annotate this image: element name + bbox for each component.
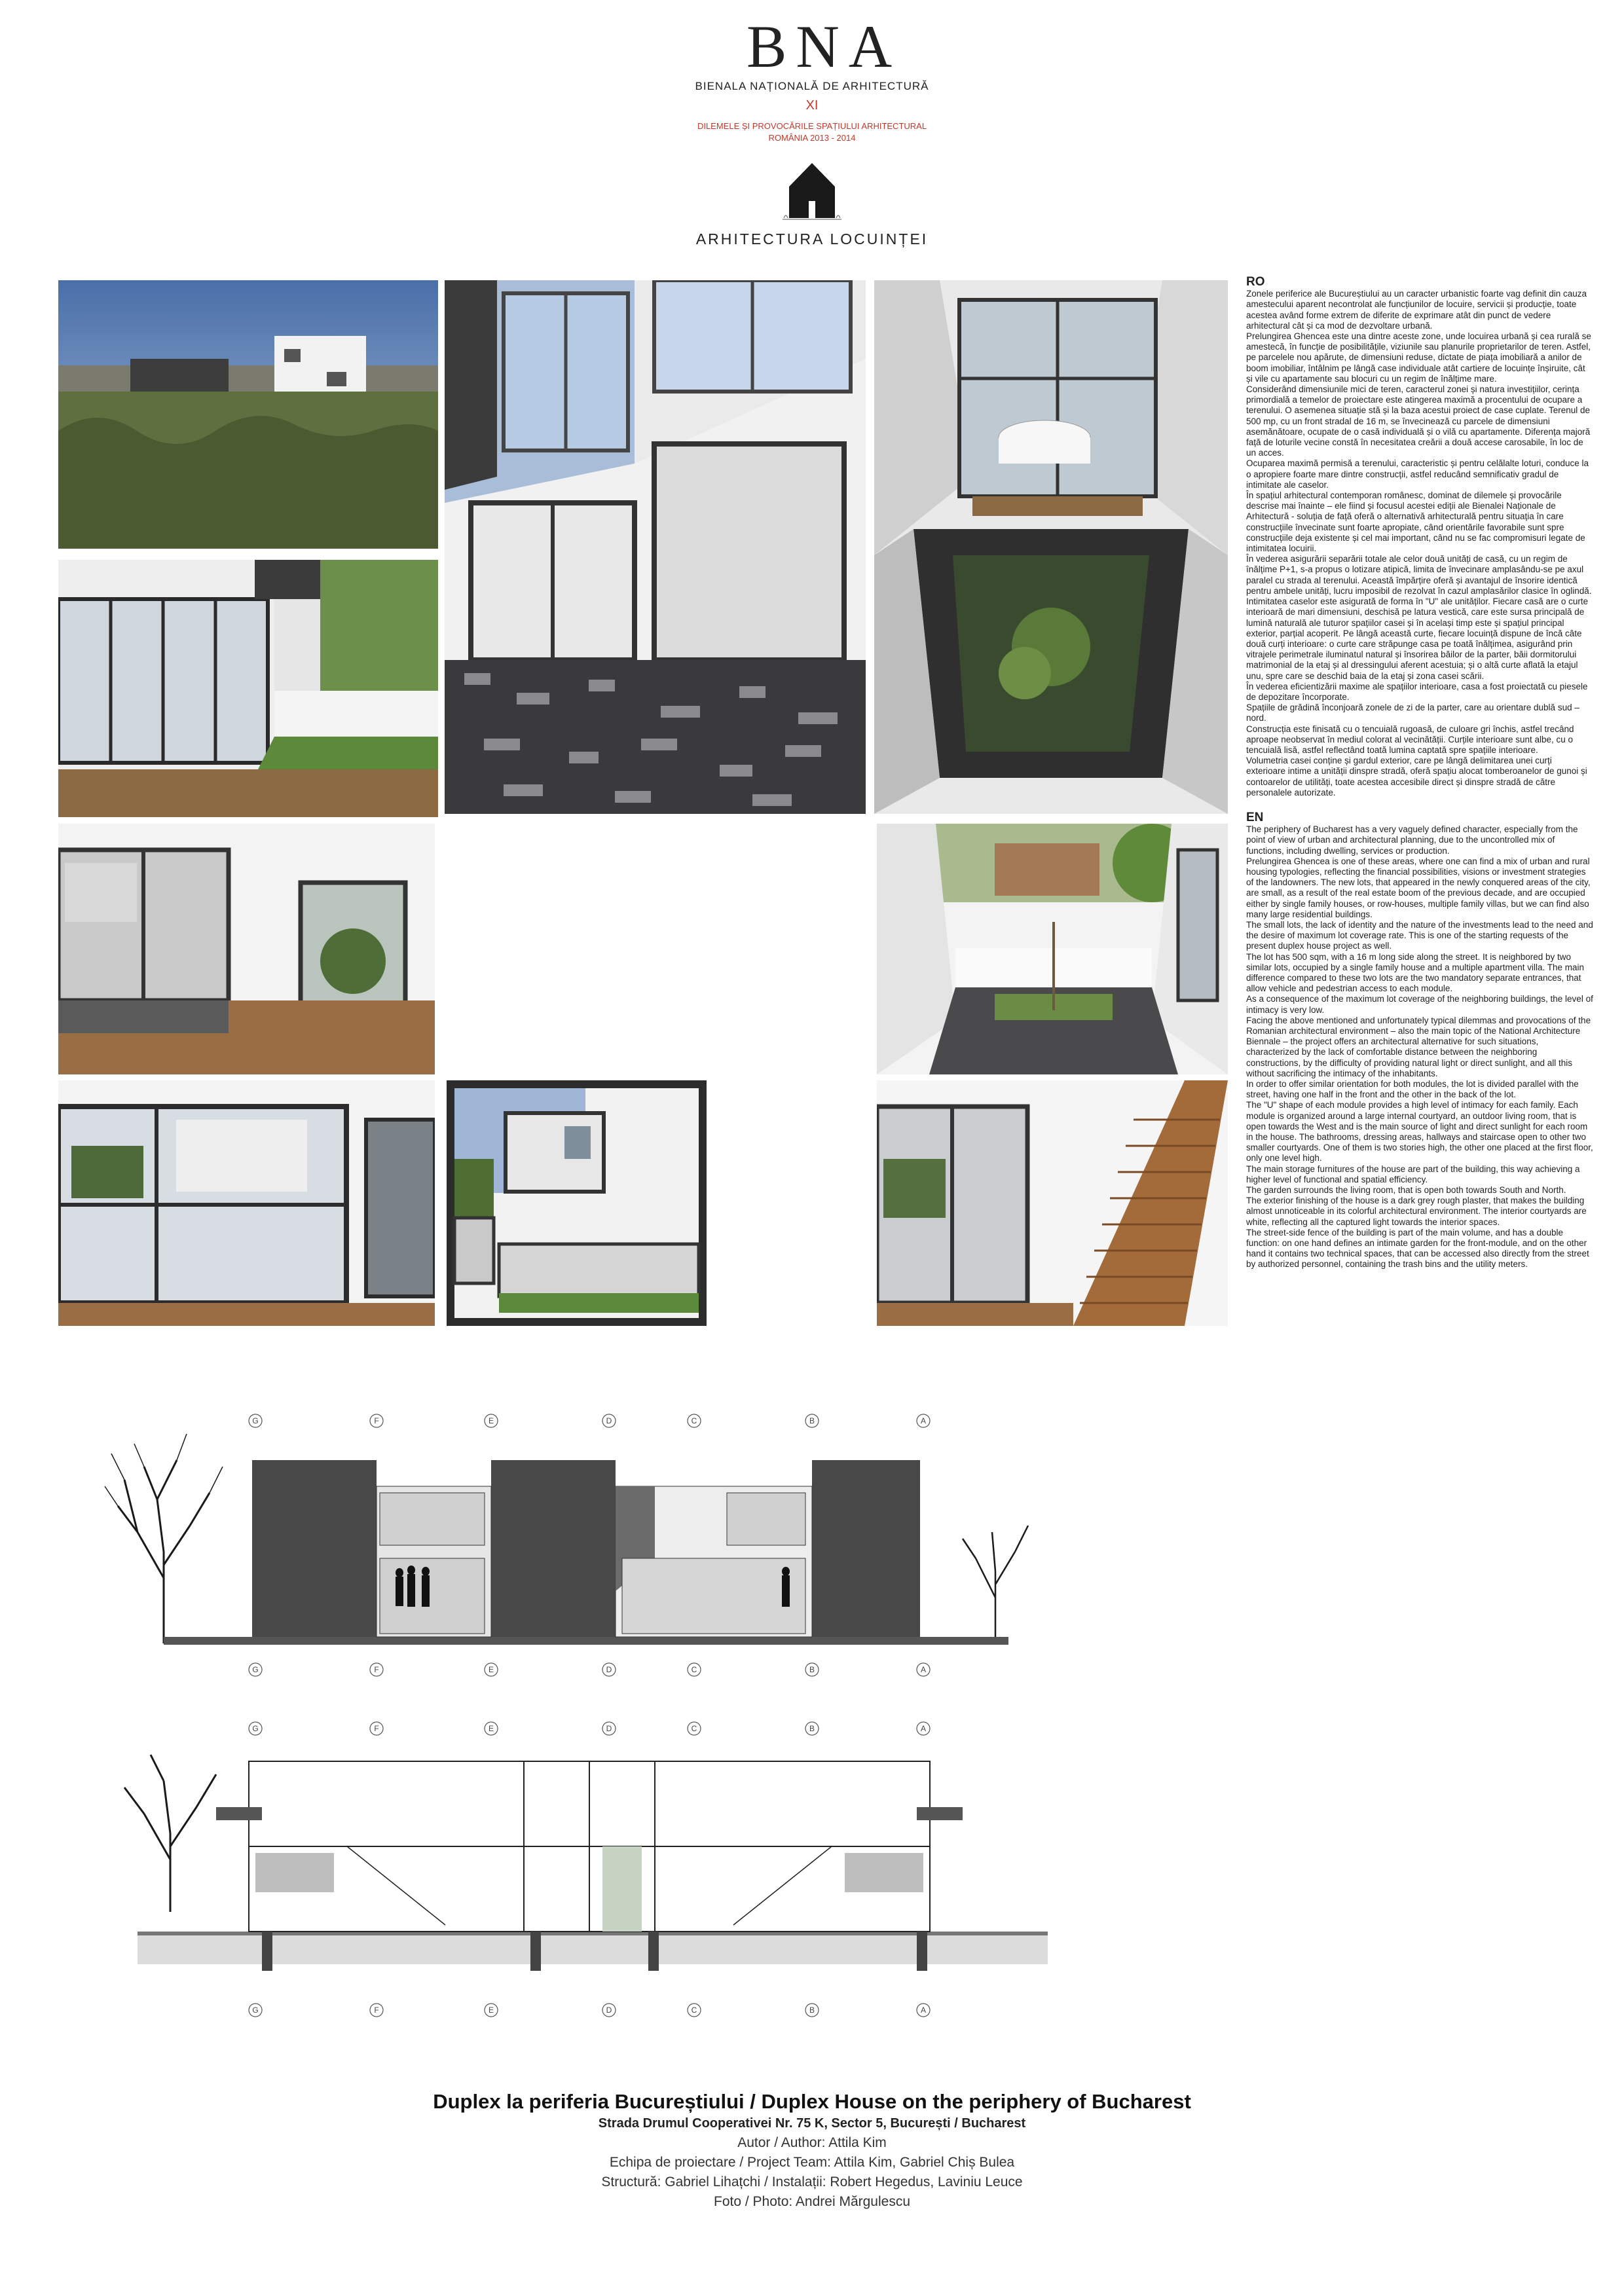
axis-label: G — [252, 1665, 259, 1674]
en-paragraph: Facing the above mentioned and unfortunately typical dilemmas and provocations of the Romanian architectural environment – also the main topic of the National Architecture Biennale – the project offers an architectural alternative for such situations, characterized by the lack of comfortable distance between the neighboring constructions, by the difficulty of providing natural light or direct sunlight, and all this without sacrificing the intimacy of the inhabitants. — [1246, 1015, 1591, 1078]
en-paragraph: Prelungirea Ghencea is one of these areas, where one can find a mix of urban and rural housing typologies, reflecting the financial possibilities, visions or investment strategies of the landowners. The new lots, that appeared in the newly conquered areas of the city, are small, as a result of the real estate boom of the previous decade, and are occupied either by single family houses, or row-houses, multiple family villas, but we can find also many large residential buildings. — [1246, 856, 1591, 919]
axis-label: G — [252, 1724, 259, 1733]
team-line: Echipa de proiectare / Project Team: Attila Kim, Gabriel Chiș Bulea — [609, 2155, 1015, 2170]
axis-label: D — [606, 2006, 612, 2015]
axis-label: D — [606, 1724, 612, 1733]
ro-paragraph: În vederea eficientizării maxime ale spațiilor interioare, casa a fost proiectată cu piesele de depozitare încorporate. — [1246, 681, 1588, 702]
en-paragraph: The small lots, the lack of identity and the nature of the investments lead to the need and the desire of maximum lot coverage rate. This is one of the starting requests of the present duplex house project as well. — [1246, 919, 1593, 951]
section-axis-labels-bottom — [249, 2004, 930, 2017]
axis-label: C — [691, 2006, 697, 2015]
tree-left — [105, 1434, 223, 1643]
axis-label: G — [252, 2006, 259, 2015]
ro-paragraph: Volumetria casei conține și gardul exterior, care pe lângă delimitarea unei curți exterioare intime a unității dinspre stradă, oferă spațiu alocat tomberoanelor de gunoi și contoarelor de utilități, toate acestea accesibile direct și dinspre stradă de către personalele autorizate. — [1246, 756, 1587, 797]
theme-text — [648, 120, 976, 144]
author-line: Autor / Author: Attila Kim — [737, 2135, 887, 2150]
ro-paragraph: Considerând dimensiunile mici de teren, caracterul zonei și natura investițiilor, cerința primordială a temelor de proiectare este atingerea maximă a procentului de ocupare a terenului. O asemenea situație stă și la baza acestui proiect de case cuplate. Terenul de 500 mp, cu un front stradal de 16 m, se învecinează cu parcele de dimensiuni asemănătoare, ocupate de o casă individuală și o vilă cu apartamente. Diferența majoră față de loturile vecine constă în necesitatea creării a două accese carosabile, în loc de un acces. — [1246, 384, 1591, 458]
ro-paragraph: În vederea asigurării separării totale ale celor două unități de casă, cu un regim de înălțime P+1, s-a propus o lotizare atipică, limita de învecinare amplasându-se pe axul paralel cu strada al terenului. Această împărțire oferă și avantajul de însorire identică pentru ambele unități, lucru imposibil de rezolvat în cazul amplasărilor clasice în oglindă. — [1246, 554, 1592, 596]
en-paragraph: The street-side fence of the building is part of the main volume, and has a double function: on one hand defines an intimate garden for the front-module, and on the other hand it contains two technical spaces, that can be accessed also directly from the street by authorized personnel, containing the trash bins and the utility meters. — [1246, 1227, 1589, 1270]
axis-label: F — [374, 1416, 379, 1425]
ro-paragraph: Spațiile de grădină înconjoară zonele de zi de la parter, care au orientare dublă sud – nord. — [1246, 703, 1579, 724]
axis-label: F — [374, 1665, 379, 1674]
photo-stair — [877, 1080, 1228, 1326]
axis-label: B — [809, 2006, 815, 2015]
axis-label: F — [374, 1724, 379, 1733]
en-section — [1246, 810, 1593, 1270]
axis-label: B — [809, 1724, 815, 1733]
edition-numeral: XI — [805, 98, 819, 113]
en-paragraph: The garden surrounds the living room, that is open both towards South and North. — [1246, 1185, 1566, 1196]
en-paragraph: The exterior finishing of the house is a dark grey rough plaster, that makes the building almost unnoticeable in its colorful architectural environment. The interior courtyards are white, reflecting all the captured light towards the interior spaces. — [1246, 1196, 1587, 1227]
axis-label: D — [606, 1416, 612, 1425]
en-heading: EN — [1246, 810, 1264, 824]
theme-line-2: ROMÂNIA 2013 - 2014 — [768, 133, 856, 143]
tree-right — [963, 1526, 1028, 1643]
axis-label: D — [606, 1665, 612, 1674]
structure-line: Structură: Gabriel Lihațchi / Instalații: Robert Hegedus, Laviniu Leuce — [601, 2174, 1023, 2190]
ro-paragraph: Intimitatea caselor este asigurată de forma în "U" ale unităților. Fiecare casă are o curte interioară de mari dimensiuni, deschisă pe latura vestică, care este sursa principală de lumină naturală ale tuturor spațiilor casei și în același timp este și spațiul principal exterior, parțial acoperit. Pe lângă această curte, fiecare locuință dispune de încă câte două curți interioare: o curte care străpunge casa pe toată înălțimea, asigurând prin vitrajele perimetrale iluminatul natural și însorirea băilor de la parter, băii dormitorului matrimonial de la etaj și al dressingului aferent acestuia; și o altă curte aflată la etajul unu, spre care se deschid baia de la etaj și zona casei scării. — [1246, 596, 1589, 681]
theme-line-1: DILEMELE ȘI PROVOCĂRILE SPAȚIULUI ARHITECTURAL — [697, 121, 927, 131]
ro-paragraph: Zonele periferice ale Bucureștiului au un caracter urbanistic foarte vag definit din cauza amestecului aparent necontrolat ale funcțiunilor de locuire, servicii și producție, toate acestea având forme extrem de diferite de exprimare atât din punct de vedere arhitectural cât și ca mod de dezvoltare urbană. — [1246, 289, 1587, 331]
description-column — [1246, 277, 1593, 1270]
elevation-drawing — [98, 1408, 1080, 1683]
bna-logo: BNA — [747, 13, 902, 80]
en-paragraph: The "U" shape of each module provides a high level of intimacy for each family. Each module is organized around a large internal courtyard, an outdoor living room, that is open towards the West and is the main source of light and direct sunlight for each room in the house. The bathrooms, dressing areas, hallways and staircase open to other two smaller courtyards. One of them is two stories high, the other one placed at the first floor, only one level high. — [1246, 1100, 1593, 1163]
photo-room-window — [58, 1080, 435, 1326]
axis-label: C — [691, 1724, 697, 1733]
en-text — [1246, 824, 1593, 1270]
bienala-title: BIENALA NAȚIONALĂ DE ARHITECTURĂ — [695, 80, 929, 92]
photo-living-garden — [58, 560, 438, 817]
en-paragraph: The lot has 500 sqm, with a 16 m long side along the street. It is neighbored by two similar lots, occupied by a single family house and a multiple apartment villa. The main difference compared to these two lots are the two mandatory separate entrances, that allow vehicle and pedestrian access to each module. — [1246, 951, 1584, 994]
tree-left-section — [124, 1755, 216, 1912]
axis-labels-top — [249, 1414, 930, 1427]
photo-site-field — [58, 280, 438, 549]
photo-interior-corner — [58, 824, 435, 1074]
axis-label: B — [809, 1665, 815, 1674]
house-icon — [783, 160, 841, 223]
axis-label: C — [691, 1665, 697, 1674]
axis-labels-bottom — [249, 1663, 930, 1676]
project-address: Strada Drumul Cooperativei Nr. 75 K, Sector 5, București / Bucharest — [598, 2116, 1026, 2131]
axis-label: E — [488, 2006, 494, 2015]
axis-label: A — [920, 2006, 927, 2015]
en-paragraph: The main storage furnitures of the house are part of the building, this way achieving a higher level of functional and spatial efficiency. — [1246, 1163, 1580, 1184]
axis-label: F — [374, 2006, 379, 2015]
ro-text — [1246, 289, 1593, 798]
axis-label: C — [691, 1416, 697, 1425]
axis-label: A — [920, 1724, 927, 1733]
ro-paragraph: Construcția este finisată cu o tencuială rugoasă, de culoare gri închis, astfel trecând aproape neobservat în mediul colorat al vecinătății. Curțile interioare sunt albe, cu o tencuială lisă, astfel reflectând toată lumina captată spre spațiile interioare. — [1246, 724, 1574, 755]
ro-paragraph: Ocuparea maximă permisă a terenului, caracteristic și pentru celălalte loturi, conduce la o apropiere foarte mare dintre construcții, astfel reducând semnificativ gradul de intimitate ale caselor. — [1246, 458, 1589, 490]
axis-label: E — [488, 1665, 494, 1674]
ro-heading: RO — [1246, 275, 1265, 289]
axis-label: A — [920, 1665, 927, 1674]
en-paragraph: The periphery of Bucharest has a very vaguely defined character, especially from the point of view of urban and architectural planning, due to the uncontrolled mix of functions, including dwelling, services or production. — [1246, 824, 1578, 856]
photo-courtyard-up — [445, 280, 866, 814]
axis-label: E — [488, 1724, 494, 1733]
section-axis-labels-top — [249, 1722, 930, 1735]
en-paragraph: In order to offer similar orientation for both modules, the lot is divided parallel with the street, having one half in the front and the other in the back of the lot. — [1246, 1079, 1579, 1100]
photo-bath-glass — [874, 280, 1228, 814]
section-drawing — [98, 1715, 1080, 2023]
project-credits — [196, 2090, 1428, 2210]
en-paragraph: As a consequence of the maximum lot coverage of the neighboring buildings, the level of intimacy is very low. — [1246, 994, 1593, 1015]
axis-label: G — [252, 1416, 259, 1425]
photo-courtyard-view — [447, 1080, 707, 1326]
axis-label: E — [488, 1416, 494, 1425]
ro-paragraph: În spațiul arhitectural contemporan românesc, dominat de dilemele și provocările descrise mai înainte – ele fiind și focusul acestei ediții ale Bienalei Naționale de Arhitectură - soluția de față oferă o alternativă arhitecturală pentru situația în care construcțiile învecinate sunt foarte apropiate, când orientările favorabile sunt spre construcțiile deja existente și cel mai important, când nu se fac compromisuri legate de intimitatea locuirii. — [1246, 490, 1585, 554]
axis-label: B — [809, 1416, 815, 1425]
photo-credit-line: Foto / Photo: Andrei Mărgulescu — [714, 2194, 910, 2209]
photo-front-yard — [877, 824, 1228, 1074]
ro-paragraph: Prelungirea Ghencea este una dintre aceste zone, unde locuirea urbană și cea rurală se amestecă, în funcție de posibilitățile, viziunile sau planurile proprietarilor de teren. Astfel, pe parcelele nou apărute, de dimensiuni reduse, dictate de piața imobiliară a anilor de boom imobiliar, întâlnim pe lângă case individuale atât cartiere de locuințe înșiruite, cât și vile cu apartamente sau blocuri cu un regim de înălțime mare. — [1246, 331, 1591, 384]
project-title: Duplex la periferia Bucureștiului / Duplex House on the periphery of Bucharest — [433, 2090, 1191, 2113]
section-title: ARHITECTURA LOCUINȚEI — [695, 230, 929, 247]
axis-label: A — [920, 1416, 927, 1425]
